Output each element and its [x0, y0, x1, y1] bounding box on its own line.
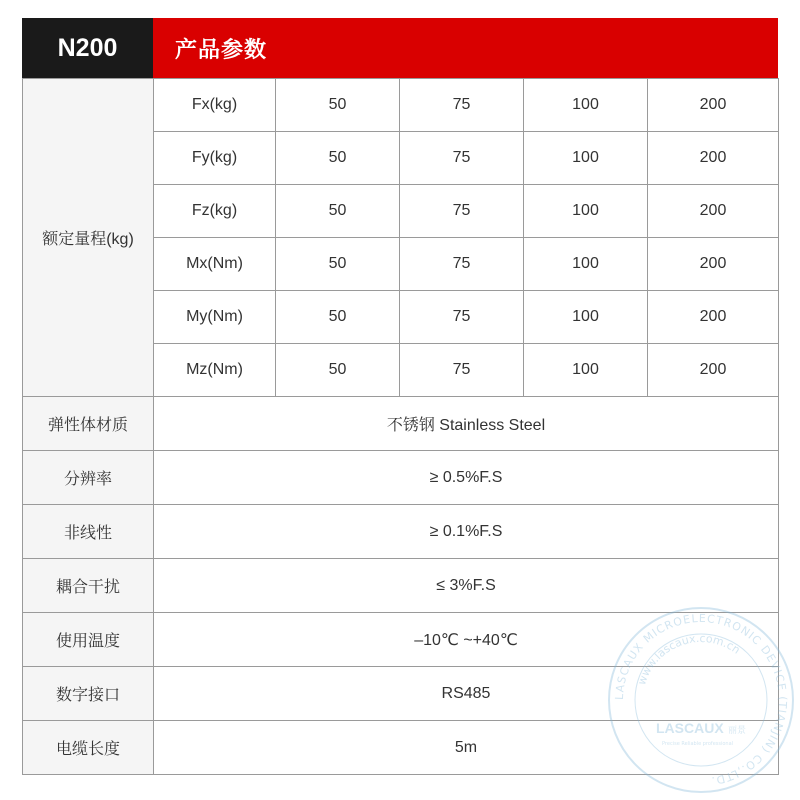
capacity-cell: 50 — [276, 132, 400, 185]
table-row — [23, 613, 779, 667]
capacity-cell: 200 — [648, 344, 779, 397]
table-row — [23, 397, 779, 451]
spec-label-resolution: 分辨率 — [23, 451, 154, 505]
spec-table — [22, 78, 779, 775]
spec-label-temperature: 使用温度 — [23, 613, 154, 667]
spec-value-temperature: –10℃ ~+40℃ — [154, 613, 779, 667]
table-row — [23, 79, 779, 132]
capacity-cell: 100 — [524, 132, 648, 185]
capacity-cell: 50 — [276, 238, 400, 291]
capacity-cell: 50 — [276, 185, 400, 238]
capacity-cell: 75 — [400, 238, 524, 291]
axis-label: Fy(kg) — [154, 132, 276, 185]
capacity-cell: 75 — [400, 185, 524, 238]
table-row — [23, 451, 779, 505]
capacity-cell: 100 — [524, 238, 648, 291]
seal-ring-text: LASCAUX MICROELECTRONIC DEVICE (TIANJIN) CO.,LTD. — [612, 611, 790, 788]
capacity-label: 额定量程(kg) — [23, 79, 154, 397]
capacity-cell: 200 — [648, 185, 779, 238]
axis-label: Fx(kg) — [154, 79, 276, 132]
table-row — [23, 505, 779, 559]
spec-value-resolution: ≥ 0.5%F.S — [154, 451, 779, 505]
capacity-cell: 75 — [400, 344, 524, 397]
axis-label: Mz(Nm) — [154, 344, 276, 397]
seal-url: www.lascaux.com.cn — [635, 631, 743, 687]
seal-tagline: Precise Reliable professional — [662, 741, 734, 747]
capacity-cell: 75 — [400, 132, 524, 185]
axis-label: Fz(kg) — [154, 185, 276, 238]
capacity-cell: 75 — [400, 291, 524, 344]
capacity-cell: 100 — [524, 291, 648, 344]
spec-label-cable: 电缆长度 — [23, 721, 154, 775]
spec-value-nonlinearity: ≥ 0.1%F.S — [154, 505, 779, 559]
table-row — [23, 721, 779, 775]
page-title: 产品参数 — [153, 18, 778, 78]
capacity-cell: 50 — [276, 344, 400, 397]
spec-value-crosstalk: ≤ 3%F.S — [154, 559, 779, 613]
header-bar — [22, 18, 778, 78]
capacity-cell: 100 — [524, 79, 648, 132]
capacity-cell: 50 — [276, 291, 400, 344]
seal-brand: LASCAUX — [656, 720, 724, 736]
spec-label-material: 弹性体材质 — [23, 397, 154, 451]
model-name: N200 — [22, 18, 153, 78]
capacity-cell: 100 — [524, 185, 648, 238]
capacity-cell: 200 — [648, 291, 779, 344]
table-row — [23, 559, 779, 613]
capacity-cell: 200 — [648, 132, 779, 185]
capacity-cell: 200 — [648, 238, 779, 291]
seal-brand-cn: 丽景 — [728, 726, 747, 736]
capacity-cell: 100 — [524, 344, 648, 397]
axis-label: Mx(Nm) — [154, 238, 276, 291]
spec-value-interface: RS485 — [154, 667, 779, 721]
axis-label: My(Nm) — [154, 291, 276, 344]
spec-label-nonlinearity: 非线性 — [23, 505, 154, 559]
capacity-cell: 75 — [400, 79, 524, 132]
capacity-cell: 200 — [648, 79, 779, 132]
spec-label-interface: 数字接口 — [23, 667, 154, 721]
spec-label-crosstalk: 耦合干扰 — [23, 559, 154, 613]
spec-value-cable: 5m — [154, 721, 779, 775]
spec-value-material: 不锈钢 Stainless Steel — [154, 397, 779, 451]
table-row — [23, 667, 779, 721]
capacity-cell: 50 — [276, 79, 400, 132]
